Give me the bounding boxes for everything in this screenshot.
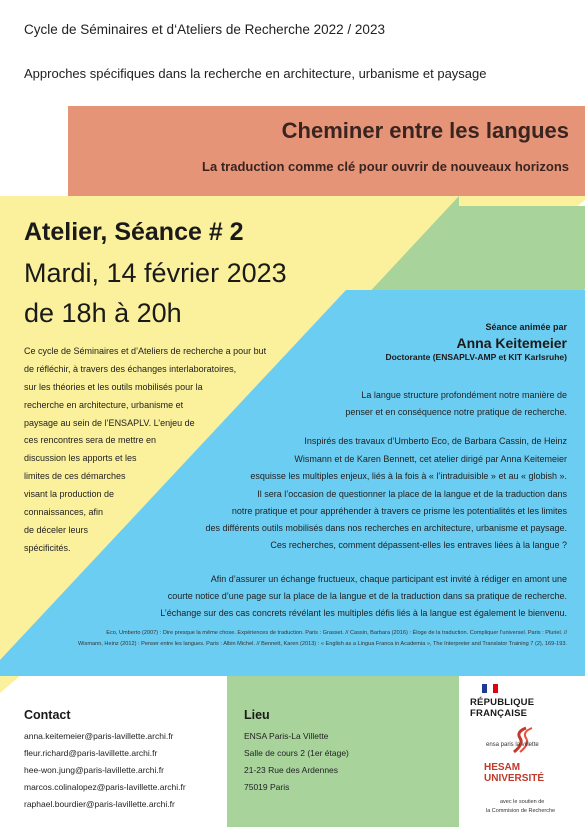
body-line: penser et en conséquence notre pratique de recherche.	[345, 407, 567, 417]
ensapl-logo-icon	[510, 726, 536, 754]
body-line: Inspirés des travaux d’Umberto Eco, de Barbara Cassin, de Heinz	[304, 436, 567, 446]
contact-heading: Contact	[24, 708, 71, 722]
session-hours: de 18h à 20h	[24, 298, 182, 328]
intro-line: visant la production de	[24, 489, 115, 499]
lieu-line: 75019 Paris	[244, 782, 290, 792]
intro-line: spécificités.	[24, 543, 71, 553]
session-date: Mardi, 14 février 2023	[24, 258, 287, 288]
body-line: Il sera l’occasion de questionner la place de la langue et de la traduction dans	[257, 489, 567, 499]
intro-line: ces rencontres sera de mettre en	[24, 435, 157, 445]
body-line: courte notice d’une page sur la place de la langue et de la traduction dans sa pratique de recherche.	[167, 591, 567, 601]
body-line: Ces recherches, comment dépassent-elles les entraves liées à la langue ?	[270, 540, 567, 550]
support-text: avec le soutien de	[500, 799, 545, 805]
session-label: Atelier, Séance # 2	[24, 218, 244, 246]
footnote-line: Eco, Umberto (2007) : Dire presque la même chose. Expériences de traduction. Paris : Grasset. // Cassin, Barbara (2016) : Éloge de la traduction. Compliquer l’universel. Paris : Pluriel. //	[106, 630, 567, 636]
body-line: esquisse les multiples enjeux, liés à la fois à « l’intraduisible » et au « globish ».	[250, 471, 567, 481]
republique-logo-line2: FRANÇAISE	[470, 708, 528, 719]
contact-email[interactable]: anna.keitemeier@paris-lavillette.archi.fr	[24, 731, 174, 741]
contact-email[interactable]: raphael.bourdier@paris-lavillette.archi.fr	[24, 799, 175, 809]
lieu-heading: Lieu	[244, 708, 270, 722]
body-line: La langue structure profondément notre manière de	[361, 390, 567, 400]
theme-heading: Approches spécifiques dans la recherche en architecture, urbanisme et paysage	[24, 66, 487, 81]
french-flag-icon	[482, 684, 498, 693]
subtitle: La traduction comme clé pour ouvrir de nouveaux horizons	[202, 159, 569, 174]
hesam-logo-line1: HESAM	[484, 762, 521, 773]
intro-line: recherche en architecture, urbanisme et	[24, 400, 184, 410]
footnote-line: Wismann, Heinz (2012) : Penser entre les langues. Paris : Albin Michel. // Bennett, Karen (2013) : « English as a Lingua Franca in Academia », The Interpreter and Translator Training 7 (2), 169-193.	[78, 641, 567, 647]
body-line: Wismann et de Karen Bennett, cet atelier dirigé par Anna Keitemeier	[294, 454, 567, 464]
intro-line: discussion les apports et les	[24, 453, 137, 463]
animator-role: Doctorante (ENSAPLV-AMP et KIT Karlsruhe)	[385, 352, 567, 362]
republique-logo-line1: RÉPUBLIQUE	[470, 697, 535, 708]
lieu-line: Salle de cours 2 (1er étage)	[244, 748, 349, 758]
intro-line: Ce cycle de Séminaires et d’Ateliers de recherche a pour but	[24, 346, 267, 356]
intro-line: paysage au sein de l’ENSAPLV. L’enjeu de	[24, 418, 195, 428]
body-line: notre pratique et pour appréhender à travers ce prisme les potentialités et les limites	[231, 506, 567, 516]
intro-line: de réfléchir, à travers des échanges interlaboratoires,	[24, 364, 237, 374]
contact-email[interactable]: marcos.colinalopez@paris-lavillette.archi.fr	[24, 782, 186, 792]
ensapl-logo-text: ensa paris la villette	[486, 742, 539, 748]
intro-line: de déceler leurs	[24, 525, 89, 535]
lieu-line: ENSA Paris-La Villette	[244, 731, 329, 741]
intro-line: limites de ces démarches	[24, 471, 126, 481]
intro-line: sur les théories et les outils mobilisés pour la	[24, 382, 203, 392]
body-line: L’échange sur des cas concrets révélant les multiples défis liés à la langue est également le bienvenu.	[160, 608, 567, 618]
body-line: des différents outils mobilisés dans nos recherches en architecture, urbanisme et paysage.	[205, 523, 567, 533]
contact-email[interactable]: hee-won.jung@paris-lavillette.archi.fr	[24, 765, 164, 775]
body-line: Afin d’assurer un échange fructueux, chaque participant est invité à rédiger en amont une	[210, 574, 567, 584]
cycle-heading: Cycle de Séminaires et d‘Ateliers de Recherche 2022 / 2023	[24, 22, 385, 37]
contact-email[interactable]: fleur.richard@paris-lavillette.archi.fr	[24, 748, 158, 758]
hesam-logo-line2: UNIVERSITÉ	[484, 773, 545, 784]
support-text: la Commision de Recherche	[486, 808, 556, 814]
lieu-line: 21-23 Rue des Ardennes	[244, 765, 339, 775]
animator-label: Séance animée par	[485, 322, 567, 332]
animator-name: Anna Keitemeier	[456, 335, 567, 351]
main-title: Cheminer entre les langues	[281, 118, 569, 143]
intro-line: connaissances, afin	[24, 507, 104, 517]
